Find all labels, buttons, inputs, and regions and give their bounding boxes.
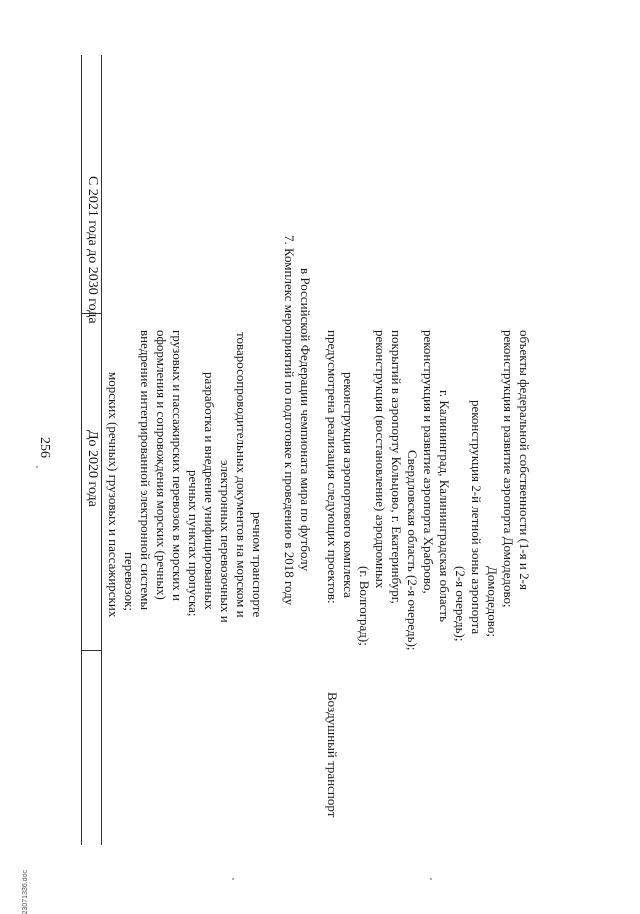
block1-line: грузовых и пассажирских перевозок в морских и <box>170 330 185 602</box>
row-label-air-transport: Воздушный транспорт <box>325 692 340 818</box>
block1-line: товаросопроводительных документов на морском и <box>234 332 249 618</box>
scan-dot <box>430 878 432 880</box>
scan-dot <box>232 878 234 880</box>
block2-line: объекты федеральной собственности (1-я и 2-я <box>517 330 532 590</box>
block1-line: разработка и внедрение унифицированных <box>202 372 217 610</box>
section-7-subtitle: в Российской Федерации чемпионата мира по футболу <box>298 268 313 572</box>
header-divider-2 <box>82 650 102 651</box>
block2-line: г. Калининград, Калининградская область <box>437 390 452 623</box>
col-header-2021-2030: С 2021 года до 2030 года <box>85 176 100 324</box>
block2-line: Домодедово; <box>485 566 500 637</box>
block2-line: покрытий в аэропорту Кольцово, г. Екатеринбург, <box>389 330 404 604</box>
block1-line: внедрение интегрированной электронной системы <box>138 330 153 611</box>
block1-line: электронных перевозочных и <box>218 460 233 623</box>
block1-line: оформления и сопровождения морских (речных) <box>154 330 169 600</box>
block2-line: Свердловская область (2-я очередь); <box>405 450 420 651</box>
col-header-until-2020: До 2020 года <box>85 430 100 507</box>
page-number: 256 <box>37 437 52 458</box>
document-filename: 23071336.doc <box>22 870 29 914</box>
scan-dot <box>36 466 38 468</box>
block2-line: реконструкция аэропортового комплекса <box>341 372 356 598</box>
block1-line: морских (речных) грузовых и пассажирских <box>106 372 121 618</box>
block2-line: реконструкция (восстановление) аэродромных <box>373 330 388 589</box>
block2-line: реконструкция 2-й летной зоны аэропорта <box>469 400 484 635</box>
block1-line: речном транспорте <box>250 512 265 618</box>
block2-line: предусмотрена реализация следующих проектов: <box>325 330 340 604</box>
table-top-rule <box>81 55 82 845</box>
block1-line: перевозок; <box>122 552 137 612</box>
block2-line: реконструкция и развитие аэропорта Домодедово; <box>501 330 516 608</box>
block2-line: (2-я очередь); <box>453 566 468 642</box>
block2-line: реконструкция и развитие аэропорта Храброво, <box>421 330 436 594</box>
block2-line: (г. Волгоград); <box>357 566 372 646</box>
section-7-title: 7. Комплекс мероприятий по подготовке к проведению в 2018 году <box>282 235 297 606</box>
header-bottom-rule <box>101 55 102 845</box>
block1-line: речных пунктах пропуска; <box>186 470 201 617</box>
